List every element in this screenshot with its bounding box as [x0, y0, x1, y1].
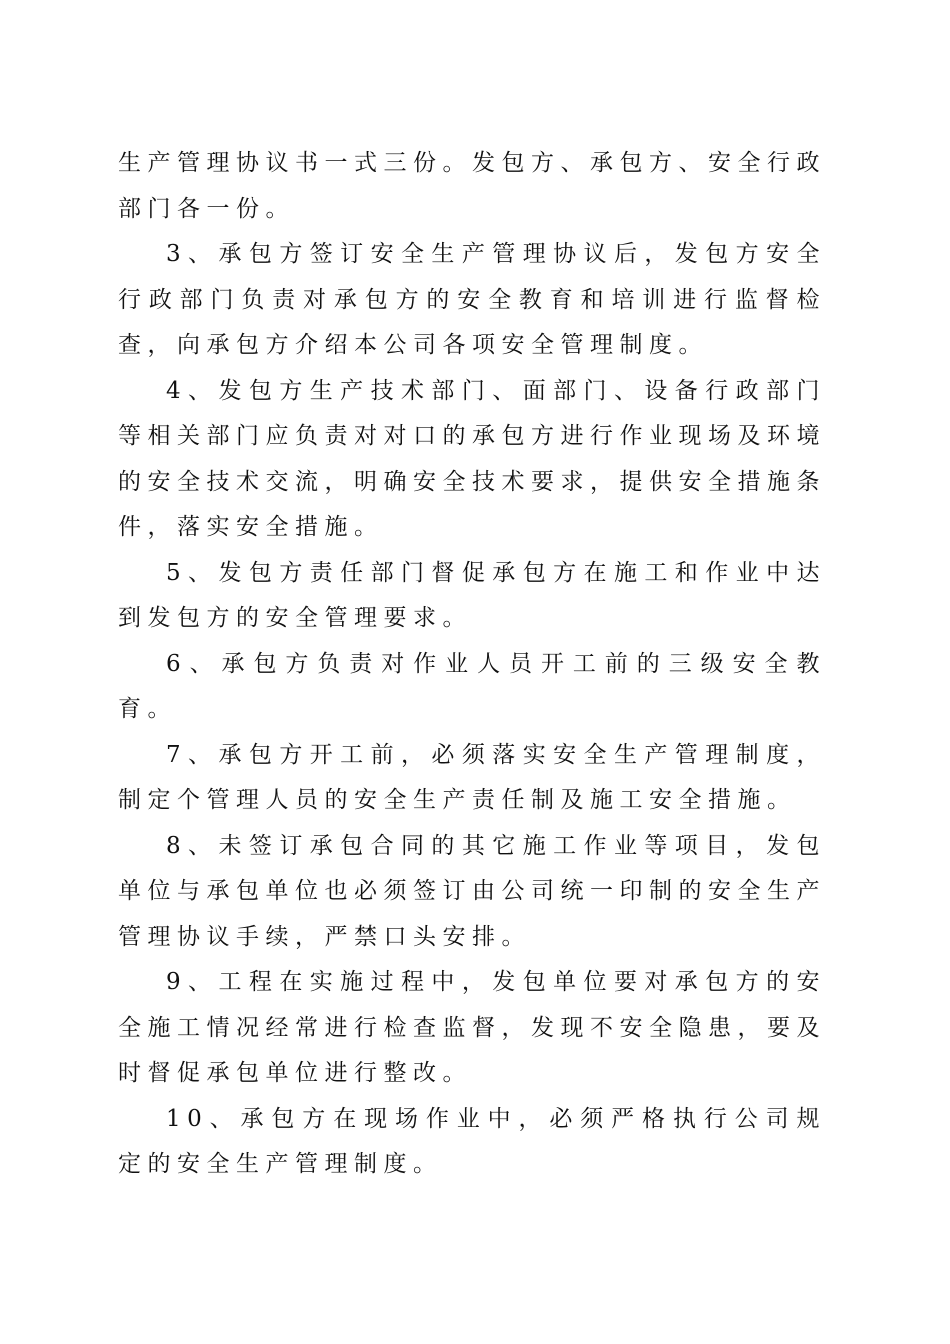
paragraph-item-5: 5、发包方责任部门督促承包方在施工和作业中达到发包方的安全管理要求。 — [118, 559, 826, 631]
paragraph-item-10: 10、承包方在现场作业中，必须严格执行公司规定的安全生产管理制度。 — [118, 1105, 826, 1177]
paragraph-continuation: 生产管理协议书一式三份。发包方、承包方、安全行政部门各一份。 — [118, 150, 826, 222]
paragraph-item-9: 9、工程在实施过程中，发包单位要对承包方的安全施工情况经常进行检查监督，发现不安全隐患，要及时督促承包单位进行整改。 — [118, 969, 826, 1086]
paragraph-item-7: 7、承包方开工前，必须落实安全生产管理制度，制定个管理人员的安全生产责任制及施工安全措施。 — [118, 741, 826, 813]
document-body — [118, 141, 826, 1188]
paragraph-item-3: 3、承包方签订安全生产管理协议后，发包方安全行政部门负责对承包方的安全教育和培训进行监督检查，向承包方介绍本公司各项安全管理制度。 — [118, 241, 826, 358]
paragraph-item-4: 4、发包方生产技术部门、面部门、设备行政部门等相关部门应负责对对口的承包方进行作业现场及环境的安全技术交流，明确安全技术要求，提供安全措施条件，落实安全措施。 — [118, 377, 826, 540]
paragraph-item-6: 6、承包方负责对作业人员开工前的三级安全教育。 — [118, 650, 826, 722]
paragraph-item-8: 8、未签订承包合同的其它施工作业等项目，发包单位与承包单位也必须签订由公司统一印制的安全生产管理协议手续，严禁口头安排。 — [118, 832, 826, 950]
